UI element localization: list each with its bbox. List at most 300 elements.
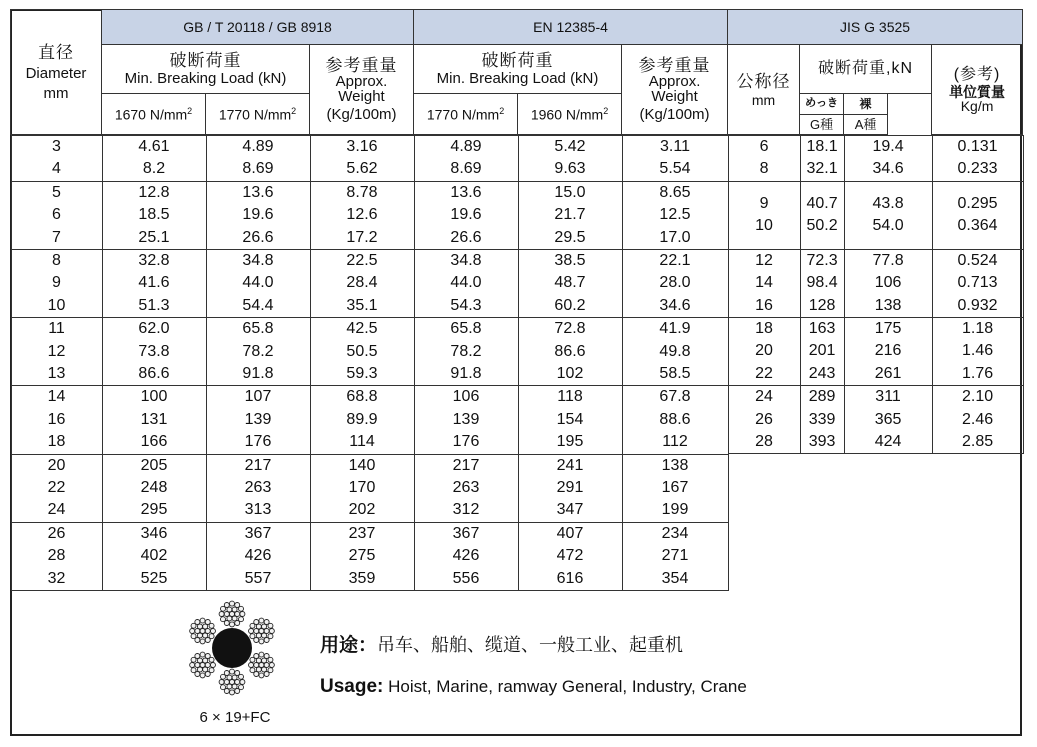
- en-weight-value: 22.1: [659, 251, 691, 269]
- rope-wire-shape: [259, 673, 264, 678]
- gb-weight-value: 89.9: [346, 410, 378, 428]
- en-weight-value: 138: [661, 456, 689, 474]
- en-weight-cell: [622, 136, 728, 182]
- jis-grade-g-value: 393: [808, 432, 836, 450]
- jis-grade-a-value: 54.0: [872, 217, 904, 235]
- jis-grade-g-value: 128: [808, 296, 836, 314]
- jis-grade-g-cell: [800, 249, 844, 317]
- en-1770-value: 19.6: [450, 206, 482, 224]
- diameter-cell: [11, 386, 102, 454]
- jis-grade-a-cell: [844, 249, 932, 317]
- gb-weight-value: 22.5: [346, 251, 378, 269]
- rope-wire-shape: [219, 612, 224, 617]
- gb-1770-value: 367: [244, 524, 272, 542]
- en-1960-cell: [518, 181, 622, 249]
- rope-wire-shape: [205, 672, 210, 677]
- usage-footer: [10, 586, 1022, 736]
- rope-wire-shape: [259, 652, 264, 657]
- en-1960-cell: [518, 386, 622, 454]
- rope-wire-shape: [269, 629, 274, 634]
- rope-wire-shape: [230, 622, 235, 627]
- en-weight-value: 34.6: [659, 296, 691, 314]
- gb-weight-en2: Weight: [338, 88, 385, 105]
- jis-grade-g-cell: [800, 386, 844, 454]
- jis-nominal-value: 24: [755, 388, 773, 406]
- rope-wire-shape: [249, 663, 254, 668]
- en-1960-cell: [518, 318, 622, 386]
- gb-1770-value: 78.2: [242, 342, 274, 360]
- gb-1670-value: 51.3: [138, 296, 170, 314]
- rope-wire-shape: [269, 663, 274, 668]
- en-1770-cell: [414, 522, 518, 590]
- jis-grade-g-value: 50.2: [806, 217, 838, 235]
- en-1770-cell: [414, 454, 518, 522]
- gb-weight-value: 50.5: [346, 342, 378, 360]
- en-weight-value: 8.65: [659, 183, 691, 201]
- en-breaking-zh: 破断荷重: [481, 51, 554, 70]
- diameter-en-label: Diameter: [25, 64, 87, 82]
- data-group-row: [11, 386, 728, 454]
- jis-nominal-cell: [728, 386, 800, 454]
- jis-plated-col: [800, 94, 844, 134]
- gb-1670-value: 205: [140, 456, 168, 474]
- jis-nominal-value: 14: [755, 274, 773, 292]
- diameter-zh-label: 直径: [38, 42, 74, 62]
- jis-weight-cell: [932, 317, 1023, 385]
- en-1770-value: 556: [452, 569, 480, 587]
- en-1770-value: 106: [452, 388, 480, 406]
- en-1770-value: 13.6: [450, 183, 482, 201]
- gb-1770-cell: [206, 454, 310, 522]
- jis-nominal-value: 10: [755, 217, 773, 235]
- gb-weight-value: 170: [348, 478, 376, 496]
- en-1770-cell: [414, 249, 518, 317]
- rope-wire-shape: [200, 639, 205, 644]
- diameter-value: 14: [47, 388, 66, 406]
- en-1960-value: 347: [556, 501, 584, 519]
- gb-1670-cell: [102, 249, 206, 317]
- jis-grade-a-value: 261: [874, 364, 902, 382]
- rope-wire-shape: [268, 657, 273, 662]
- en-1960-value: 472: [556, 547, 584, 565]
- usage-zh-label: 用途：: [320, 635, 378, 656]
- en-weight-en1: Approx.: [648, 73, 701, 90]
- rope-wire-shape: [250, 634, 255, 639]
- en-1770-value: 217: [452, 456, 480, 474]
- jis-weight-header: [932, 45, 1023, 135]
- en-1770-value: 312: [452, 501, 480, 519]
- jis-nominal-cell: [728, 249, 800, 317]
- gb-1770-cell: [206, 136, 310, 182]
- gb-grade-1670-sup: 2: [187, 105, 193, 116]
- jis-nominal-value: 20: [755, 342, 773, 360]
- en-1960-value: 38.5: [554, 251, 586, 269]
- jis-breaking-header: [800, 45, 932, 94]
- en-weight-zh: 参考重量: [638, 56, 711, 75]
- jis-breaking-label: 破断荷重,kN: [818, 60, 914, 77]
- gb-1770-value: 13.6: [242, 183, 274, 201]
- gb-1770-value: 107: [244, 388, 272, 406]
- en-grade-1960: [518, 94, 622, 135]
- jis-grade-a-label: A種: [854, 116, 877, 132]
- gb-weight-cell: [310, 318, 414, 386]
- rope-wire-shape: [195, 619, 200, 624]
- jis-nominal-value: 9: [759, 194, 769, 212]
- jis-grade-a-value: 365: [874, 410, 902, 428]
- jis-group-row: [728, 181, 1023, 249]
- rope-wire-shape: [235, 621, 240, 626]
- gb-1770-value: 176: [244, 433, 272, 451]
- en-weight-value: 58.5: [659, 364, 691, 382]
- gb-weight-cell: [310, 522, 414, 590]
- diameter-value: 10: [47, 296, 66, 314]
- diameter-value: 22: [47, 478, 66, 496]
- en-weight-value: 17.0: [659, 228, 691, 246]
- jis-grade-g-value: 339: [808, 410, 836, 428]
- data-body-row: [11, 135, 1023, 591]
- gb-1670-cell: [102, 181, 206, 249]
- diameter-value: 11: [48, 320, 65, 338]
- data-group-row: [11, 136, 728, 182]
- rope-wire-shape: [240, 612, 245, 617]
- jis-nominal-value: 26: [755, 410, 773, 428]
- diameter-value: 4: [52, 160, 61, 178]
- gb-1670-value: 12.8: [138, 183, 170, 201]
- jis-weight-value: 2.46: [961, 410, 994, 428]
- jis-grade-a-cell: [844, 136, 932, 182]
- gb-1670-value: 25.1: [138, 228, 170, 246]
- diameter-value: 26: [47, 524, 66, 542]
- rope-wire-shape: [190, 663, 195, 668]
- gb-weight-value: 17.2: [346, 228, 378, 246]
- rope-wire-shape: [191, 634, 196, 639]
- en-1770-value: 54.3: [450, 296, 482, 314]
- gb-weight-value: 140: [348, 456, 376, 474]
- en-1770-value: 65.8: [450, 320, 482, 338]
- gb-1770-cell: [206, 386, 310, 454]
- jis-grade-g-cell: [800, 181, 844, 249]
- en-grade-1770: [414, 94, 518, 135]
- en-weight-cell: [622, 181, 728, 249]
- data-group-row: [11, 522, 728, 590]
- rope-wire-shape: [205, 638, 210, 643]
- rope-wire-shape: [191, 668, 196, 673]
- jis-grade-g-label: G種: [809, 116, 834, 132]
- diameter-cell: [11, 249, 102, 317]
- jis-nominal-header: [728, 45, 800, 135]
- gb-1770-value: 26.6: [242, 228, 274, 246]
- en-weight-value: 199: [661, 501, 689, 519]
- en-1770-cell: [414, 318, 518, 386]
- jis-weight-unit: Kg/m: [960, 97, 994, 114]
- en-1770-value: 78.2: [450, 342, 482, 360]
- jis-grade-g-value: 32.1: [806, 160, 838, 178]
- rope-wire-shape: [210, 663, 215, 668]
- jis-nominal-value: 28: [755, 432, 773, 450]
- gb-1670-value: 41.6: [138, 274, 170, 292]
- en-1960-value: 5.42: [554, 138, 586, 155]
- jis-nominal-value: 16: [755, 296, 773, 314]
- gb-1670-value: 248: [140, 478, 168, 496]
- gb-weight-unit: (Kg/100m): [326, 106, 397, 123]
- diameter-value: 6: [52, 206, 61, 224]
- gb-1670-cell: [102, 318, 206, 386]
- jis-bare-col: [844, 94, 887, 134]
- jis-weight-value: 2.10: [961, 388, 994, 406]
- jis-grade-g-cell: [800, 317, 844, 385]
- gb-1670-value: 4.61: [138, 138, 170, 155]
- fiber-core-shape: [212, 628, 252, 668]
- en-1960-cell: [518, 249, 622, 317]
- usage-en-line: [320, 676, 747, 698]
- rope-wire-shape: [239, 606, 244, 611]
- gb-1770-value: 557: [244, 569, 272, 587]
- jis-nominal-unit: mm: [751, 91, 776, 108]
- en-weight-value: 354: [661, 569, 689, 587]
- gb-en-data-area: [11, 135, 728, 591]
- gb-1670-value: 346: [140, 524, 168, 542]
- gb-weight-cell: [310, 454, 414, 522]
- en-1960-value: 48.7: [554, 274, 586, 292]
- gb-weight-value: 42.5: [346, 320, 378, 338]
- gb-1770-cell: [206, 318, 310, 386]
- en-weight-value: 88.6: [659, 410, 691, 428]
- gb-weight-value: 59.3: [346, 364, 378, 382]
- jis-weight-value: 1.76: [961, 364, 994, 382]
- jis-nominal-value: 6: [759, 138, 769, 155]
- en-weight-value: 234: [661, 524, 689, 542]
- gb-1770-value: 217: [244, 456, 272, 474]
- data-group-row: [11, 318, 728, 386]
- gb-1670-value: 32.8: [138, 251, 170, 269]
- en-1960-value: 195: [556, 433, 584, 451]
- gb-1670-value: 402: [140, 547, 168, 565]
- en-grade-1770-label: 1770 N/mm: [426, 106, 500, 123]
- en-1770-value: 139: [452, 410, 480, 428]
- gb-1670-value: 295: [140, 501, 168, 519]
- gb-weight-value: 114: [349, 433, 375, 451]
- rope-wire-shape: [209, 623, 214, 628]
- usage-zh-text: 吊车、船舶、缆道、一般工业、起重机: [377, 635, 684, 655]
- en-1770-value: 34.8: [450, 251, 482, 269]
- diameter-value: 28: [47, 547, 66, 565]
- gb-grade-1670: [102, 94, 206, 135]
- rope-wire-shape: [268, 623, 273, 628]
- rope-wire-shape: [239, 674, 244, 679]
- gb-1770-value: 426: [244, 547, 272, 565]
- jis-grade-g-value: 201: [808, 342, 836, 360]
- gb-1670-cell: [102, 136, 206, 182]
- gb-standard-header: GB / T 20118 / GB 8918: [102, 10, 414, 45]
- jis-weight-label: 単位質量: [949, 83, 1006, 100]
- rope-wire-shape: [230, 601, 235, 606]
- en-1770-value: 91.8: [450, 364, 482, 382]
- jis-grade-g-cell: [800, 136, 844, 182]
- en-grade-1960-sup: 2: [603, 105, 609, 116]
- jis-nominal-cell: [728, 181, 800, 249]
- rope-wire-shape: [195, 653, 200, 658]
- rope-wire-shape: [200, 652, 205, 657]
- diameter-cell: [11, 318, 102, 386]
- gb-grade-1770: [206, 94, 310, 135]
- en-breaking-en: Min. Breaking Load (kN): [436, 70, 599, 87]
- en-1960-value: 21.7: [554, 206, 586, 224]
- en-weight-value: 28.0: [659, 274, 691, 292]
- en-weight-cell: [622, 318, 728, 386]
- gb-grade-1670-label: 1670 N/mm: [114, 106, 188, 123]
- rope-wire-shape: [249, 629, 254, 634]
- en-weight-value: 112: [662, 433, 688, 451]
- jis-data-table: [728, 135, 1024, 454]
- diameter-cell: [11, 454, 102, 522]
- jis-grade-g-value: 18.1: [806, 138, 838, 155]
- jis-grade-a-cell: [844, 317, 932, 385]
- rope-wire-shape: [209, 657, 214, 662]
- en-weight-cell: [622, 386, 728, 454]
- en-1960-value: 9.63: [554, 160, 586, 178]
- gb-weight-value: 8.78: [346, 183, 378, 201]
- en-weight-value: 5.54: [659, 160, 691, 178]
- gb-1670-value: 100: [140, 388, 168, 406]
- en-1960-value: 154: [556, 410, 584, 428]
- en-1770-value: 426: [452, 547, 480, 565]
- jis-grade-labels: [800, 94, 888, 135]
- gb-weight-cell: [310, 249, 414, 317]
- diameter-value: 16: [47, 410, 66, 428]
- en-weight-cell: [622, 522, 728, 590]
- en-1770-value: 44.0: [450, 274, 482, 292]
- gb-weight-zh: 参考重量: [325, 56, 398, 75]
- rope-wire-shape: [220, 617, 225, 622]
- en-weight-value: 41.9: [659, 320, 691, 338]
- jis-nominal-cell: [728, 136, 800, 182]
- gb-weight-value: 12.6: [346, 206, 378, 224]
- jis-grade-g-value: 72.3: [806, 251, 838, 269]
- gb-weight-header: [310, 45, 414, 135]
- jis-standard-header: JIS G 3525: [728, 10, 1023, 45]
- en-weight-value: 12.5: [659, 206, 691, 224]
- usage-en-text: Hoist, Marine, ramway General, Industry, Crane: [383, 677, 747, 696]
- rope-wire-shape: [254, 653, 259, 658]
- gb-1670-value: 18.5: [138, 206, 170, 224]
- usage-en-label: Usage:: [320, 676, 384, 697]
- rope-wire-shape: [190, 629, 195, 634]
- rope-wire-shape: [250, 668, 255, 673]
- diameter-unit-label: mm: [43, 84, 69, 102]
- gb-weight-value: 5.62: [346, 160, 378, 178]
- diameter-value: 13: [47, 364, 66, 382]
- gb-1770-value: 8.69: [242, 160, 274, 178]
- jis-nominal-value: 12: [755, 251, 773, 269]
- gb-weight-cell: [310, 181, 414, 249]
- jis-grade-a-value: 43.8: [872, 194, 904, 212]
- en-1960-value: 29.5: [554, 228, 586, 246]
- en-weight-en2: Weight: [651, 88, 698, 105]
- data-group-row: [11, 454, 728, 522]
- gb-weight-value: 202: [348, 501, 376, 519]
- wire-rope-spec-table: [10, 9, 1023, 591]
- jis-group-row: [728, 136, 1023, 182]
- gb-en-data-table: [11, 135, 729, 591]
- jis-grade-a-value: 175: [874, 319, 902, 337]
- jis-bare-label: 裸: [844, 94, 887, 115]
- en-1960-value: 86.6: [554, 342, 586, 360]
- gb-weight-en1: Approx.: [335, 73, 388, 90]
- diameter-value: 7: [52, 228, 61, 246]
- en-standard-header: EN 12385-4: [414, 10, 728, 45]
- diameter-value: 32: [47, 569, 66, 587]
- gb-1670-cell: [102, 454, 206, 522]
- rope-wire-shape: [230, 690, 235, 695]
- gb-1770-value: 19.6: [242, 206, 274, 224]
- en-weight-value: 167: [661, 478, 689, 496]
- jis-grade-g-value: 289: [808, 388, 836, 406]
- rope-wire-shape: [259, 618, 264, 623]
- en-1960-value: 291: [556, 478, 584, 496]
- diameter-value: 24: [47, 501, 66, 519]
- jis-grade-a-value: 216: [874, 342, 902, 360]
- gb-grade-1770-sup: 2: [291, 105, 297, 116]
- jis-nominal-value: 18: [755, 319, 773, 337]
- jis-plated-label: めっき: [800, 94, 843, 115]
- jis-data-area: [728, 135, 1023, 591]
- en-1960-value: 15.0: [554, 183, 586, 201]
- jis-weight-value: 0.131: [957, 138, 998, 155]
- rope-wire-shape: [259, 639, 264, 644]
- jis-weight-value: 1.18: [961, 319, 994, 337]
- wire-rope-cross-section-icon: [180, 596, 284, 700]
- gb-breaking-en: Min. Breaking Load (kN): [124, 70, 287, 87]
- en-1770-cell: [414, 136, 518, 182]
- en-1770-value: 176: [452, 433, 480, 451]
- en-1960-value: 241: [556, 456, 584, 474]
- gb-weight-value: 68.8: [346, 388, 378, 406]
- jis-weight-value: 1.46: [961, 342, 994, 360]
- jis-weight-value: 0.295: [957, 194, 998, 212]
- gb-1770-value: 4.89: [242, 138, 274, 155]
- en-1960-value: 407: [556, 524, 584, 542]
- en-1770-value: 367: [452, 524, 480, 542]
- rope-wire-shape: [219, 680, 224, 685]
- jis-nominal-value: 22: [755, 364, 773, 382]
- diameter-value: 18: [47, 433, 66, 451]
- jis-grade-a-value: 19.4: [872, 138, 904, 155]
- en-grade-1770-sup: 2: [499, 105, 505, 116]
- jis-weight-value: 0.233: [957, 160, 998, 178]
- en-1960-value: 616: [556, 569, 584, 587]
- gb-1770-value: 313: [244, 501, 272, 519]
- gb-1770-cell: [206, 249, 310, 317]
- rope-wire-shape: [264, 672, 269, 677]
- rope-wire-shape: [220, 685, 225, 690]
- en-grade-1960-label: 1960 N/mm: [530, 106, 604, 123]
- gb-weight-value: 28.4: [346, 274, 378, 292]
- jis-weight-value: 0.524: [957, 251, 998, 269]
- jis-weight-value: 2.85: [961, 432, 994, 450]
- gb-grade-1770-label: 1770 N/mm: [218, 106, 292, 123]
- gb-1770-cell: [206, 181, 310, 249]
- jis-nominal-label: 公称径: [736, 71, 791, 91]
- gb-1670-value: 86.6: [138, 364, 170, 382]
- gb-1770-value: 139: [244, 410, 272, 428]
- jis-group-row: [728, 386, 1023, 454]
- gb-1770-value: 44.0: [242, 274, 274, 292]
- rope-wire-shape: [210, 629, 215, 634]
- diameter-value: 20: [47, 456, 66, 474]
- en-1770-value: 8.69: [450, 160, 482, 178]
- gb-1670-cell: [102, 386, 206, 454]
- jis-grade-a-value: 424: [874, 432, 902, 450]
